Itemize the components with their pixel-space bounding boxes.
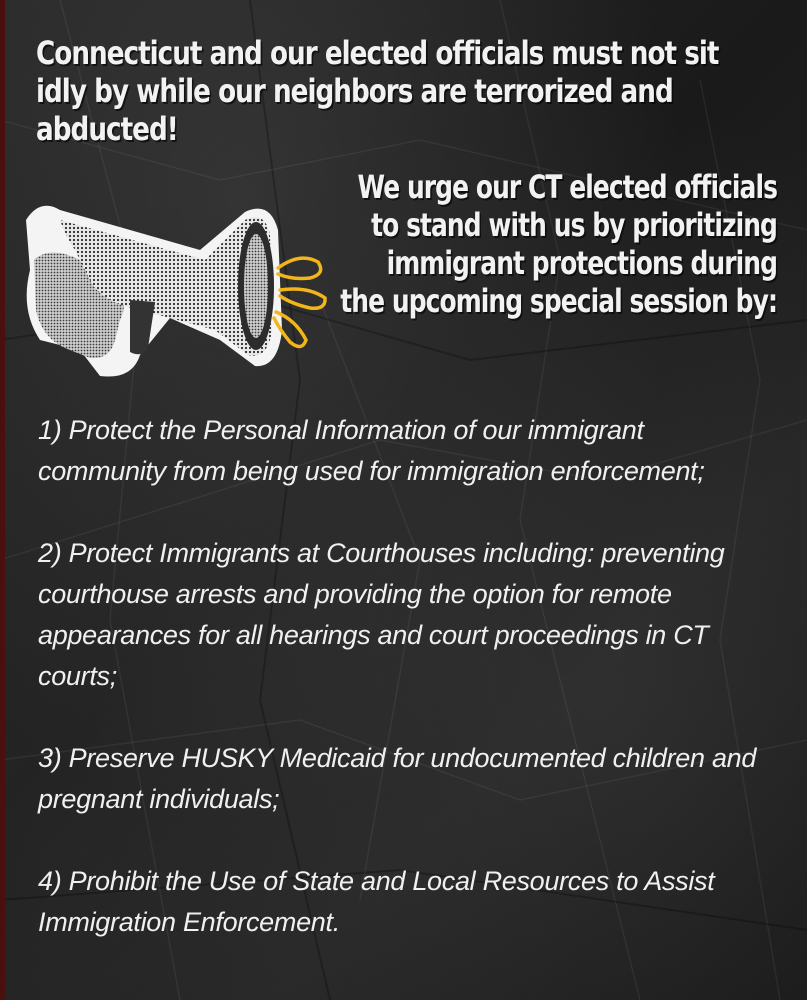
demand-item: 4) Prohibit the Use of State and Local Resources to Assist Immigration Enforcement. xyxy=(38,866,715,937)
demand-item: 3) Preserve HUSKY Medicaid for undocumented children and pregnant individuals; xyxy=(38,743,757,814)
edge-stripe xyxy=(0,0,5,1000)
subhead: We urge our CT elected officials to stand with us by prioritizing immigrant protections during the upcoming special session by: xyxy=(340,168,777,320)
megaphone-icon xyxy=(20,190,350,390)
demands-list xyxy=(38,410,778,984)
headline: Connecticut and our elected officials must not sit idly by while our neighbors are terrorized and abducted! xyxy=(36,34,719,148)
demand-item: 1) Protect the Personal Information of our immigrant community from being used for immigration enforcement; xyxy=(38,415,705,486)
demand-item: 2) Protect Immigrants at Courthouses including: preventing courthouse arrests and providing the option for remote appearances for all hearings and court proceedings in CT courts; xyxy=(38,538,725,691)
